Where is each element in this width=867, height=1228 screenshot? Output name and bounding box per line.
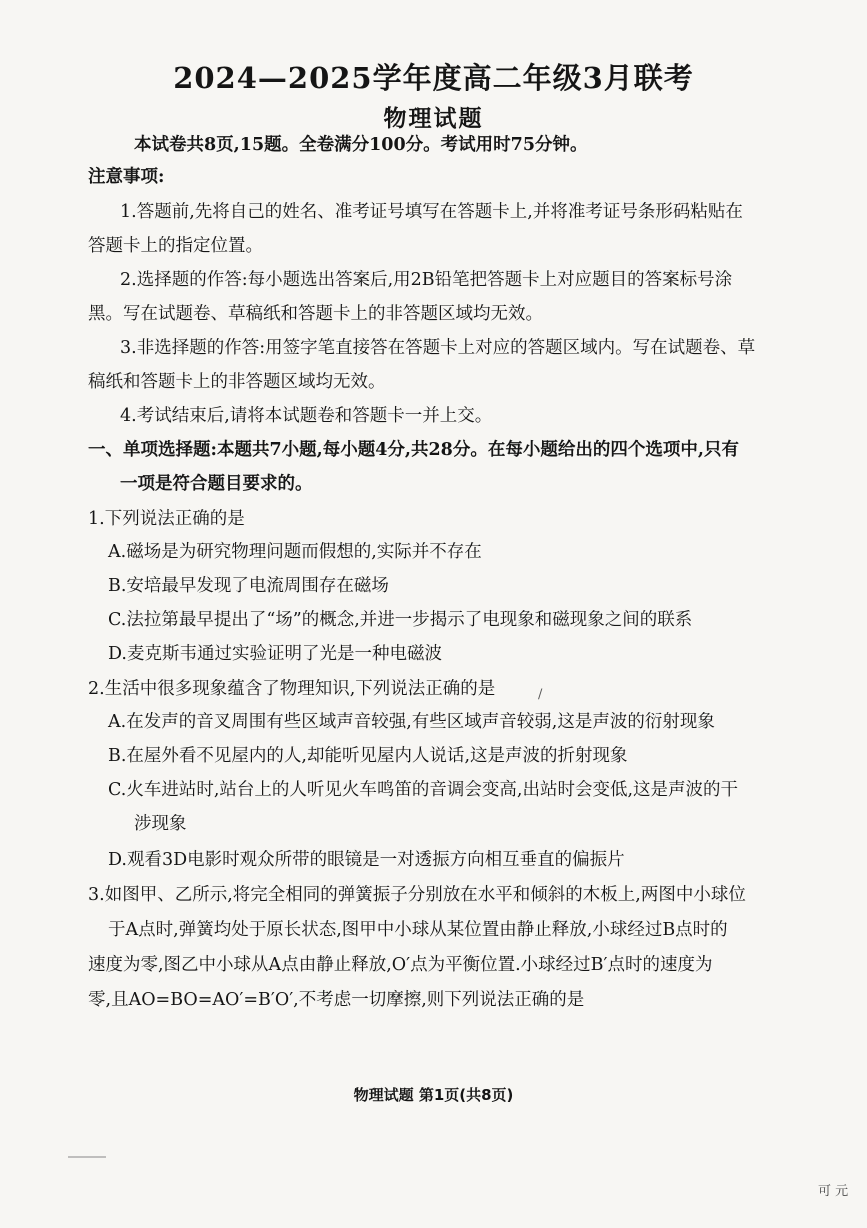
question-1-option-a: A.磁场是为研究物理问题而假想的,实际并不存在 [108, 542, 482, 562]
notice-2-line-2: 黑。写在试题卷、草稿纸和答题卡上的非答题区域均无效。 [88, 304, 543, 324]
notice-heading: 注意事项: [88, 167, 165, 187]
question-2-option-b: B.在屋外看不见屋内的人,却能听见屋内人说话,这是声波的折射现象 [108, 746, 628, 766]
notice-2-line-1: 2.选择题的作答:每小题选出答案后,用2B铅笔把答题卡上对应题目的答案标号涂 [120, 270, 733, 290]
notice-1-line-2: 答题卡上的指定位置。 [88, 236, 263, 256]
question-2-option-c-line-2: 涉现象 [134, 814, 187, 834]
question-1-option-d: D.麦克斯韦通过实验证明了光是一种电磁波 [108, 644, 442, 664]
question-2-option-c-line-1: C.火车进站时,站台上的人听见火车鸣笛的音调会变高,出站时会变低,这是声波的干 [108, 780, 739, 800]
question-3-line-4: 零,且AO=BO=AO′=B′O′,不考虑一切摩擦,则下列说法正确的是 [88, 990, 585, 1010]
exam-subtitle: 物理试题 [383, 105, 484, 132]
notice-3-line-1: 3.非选择题的作答:用签字笔直接答在答题卡上对应的答题区域内。写在试题卷、草 [120, 338, 756, 358]
question-3-line-1: 3.如图甲、乙所示,将完全相同的弹簧振子分别放在水平和倾斜的木板上,两图中小球位 [88, 885, 746, 905]
stray-mark: / [538, 687, 543, 702]
notice-4: 4.考试结束后,请将本试题卷和答题卡一并上交。 [120, 406, 493, 426]
notice-1-line-1: 1.答题前,先将自己的姓名、准考证号填写在答题卡上,并将准考证号条形码粘贴在 [120, 202, 743, 222]
exam-info: 本试卷共8页,15题。全卷满分100分。考试用时75分钟。 [134, 135, 588, 155]
exam-title: 2024—2025学年度高二年级3月联考 [173, 61, 694, 95]
question-3-line-3: 速度为零,图乙中小球从A点由静止释放,O′点为平衡位置.小球经过B′点时的速度为 [88, 955, 713, 975]
notice-3-line-2: 稿纸和答题卡上的非答题区域均无效。 [88, 372, 386, 392]
question-1-option-b: B.安培最早发现了电流周围存在磁场 [108, 576, 389, 596]
question-1-option-c: C.法拉第最早提出了“场”的概念,并进一步揭示了电现象和磁现象之间的联系 [108, 610, 693, 630]
corner-mark: 可 元 [818, 1184, 849, 1199]
question-1-stem: 1.下列说法正确的是 [88, 509, 245, 529]
question-2-option-d: D.观看3D电影时观众所带的眼镜是一对透振方向相互垂直的偏振片 [108, 850, 625, 870]
question-2-stem: 2.生活中很多现象蕴含了物理知识,下列说法正确的是 [88, 679, 496, 699]
question-3-line-2: 于A点时,弹簧均处于原长状态,图甲中小球从某位置由静止释放,小球经过B点时的 [108, 920, 728, 940]
section-1-heading-line-1: 一、单项选择题:本题共7小题,每小题4分,共28分。在每小题给出的四个选项中,只有 [88, 440, 739, 460]
scan-smudge [68, 1156, 106, 1158]
page-footer: 物理试题 第1页(共8页) [353, 1086, 514, 1104]
question-2-option-a: A.在发声的音叉周围有些区域声音较强,有些区域声音较弱,这是声波的衍射现象 [108, 712, 715, 732]
section-1-heading-line-2: 一项是符合题目要求的。 [120, 474, 313, 494]
